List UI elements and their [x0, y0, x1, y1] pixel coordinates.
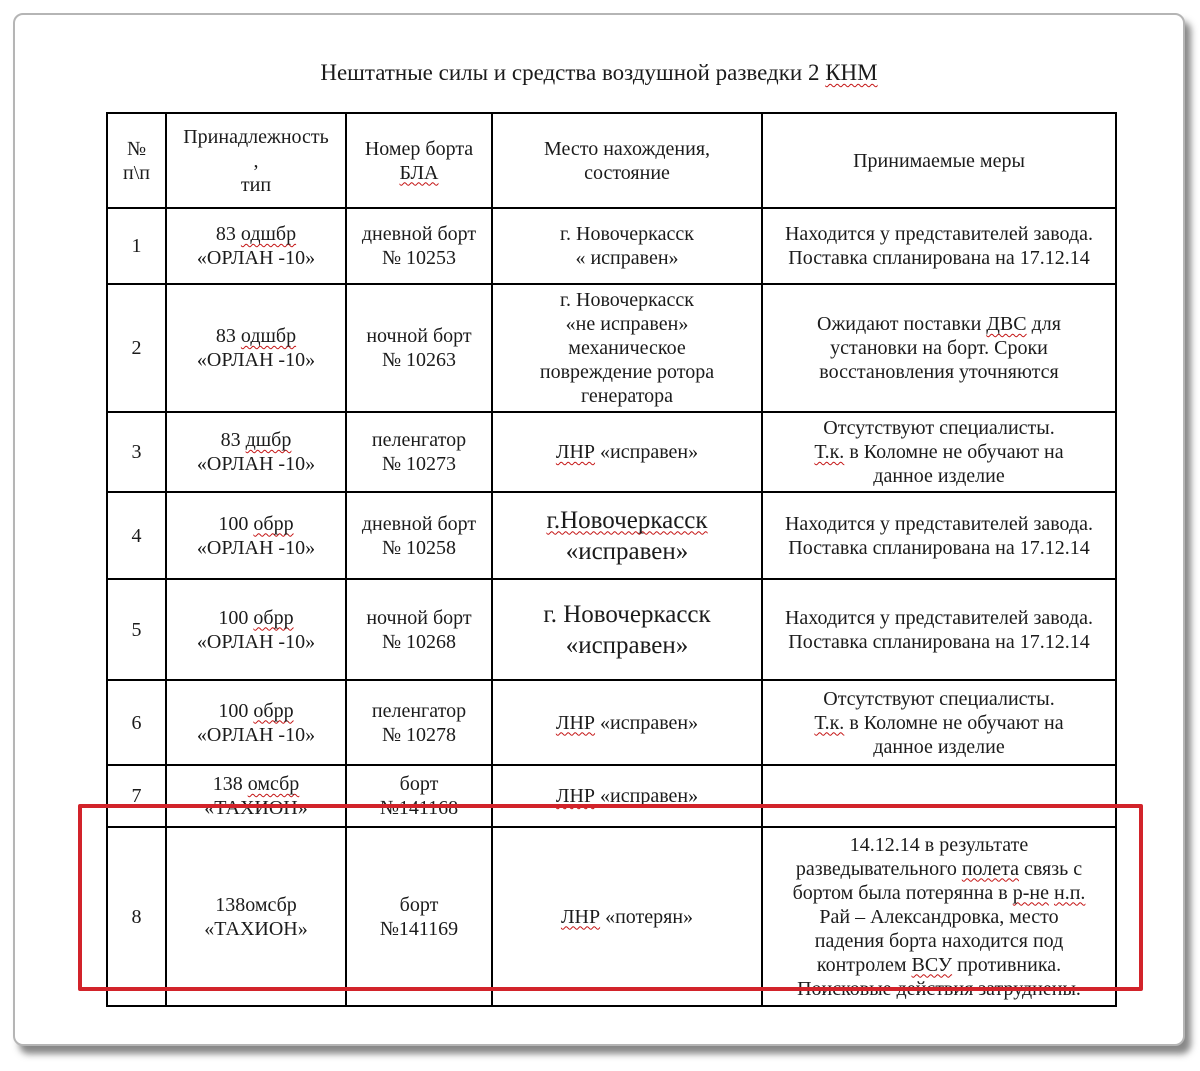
text-line — [172, 348, 340, 372]
text-segment: Принимаемые меры — [853, 149, 1025, 172]
text-line — [352, 246, 486, 270]
text-segment: 5 — [131, 618, 142, 641]
text-segment: «исправен» — [595, 785, 699, 807]
text-segment: связь с — [1019, 857, 1083, 880]
cell-r1-c1 — [107, 208, 166, 284]
text-segment: генератора — [580, 385, 674, 407]
text-segment: Поставка спланирована на 17.12.14 — [788, 630, 1090, 653]
text-line — [768, 536, 1110, 560]
cell-r8-c3 — [346, 827, 492, 1006]
spellcheck-squiggle-word: одшбр — [240, 325, 297, 347]
cell-r6-c4 — [492, 680, 762, 765]
text-segment: 83 — [215, 223, 241, 245]
spellcheck-squiggle-word: обрр — [253, 699, 294, 722]
spellcheck-squiggle-word: обрр — [253, 606, 294, 629]
text-line — [172, 173, 340, 197]
text-line — [113, 137, 160, 161]
text-segment: противника. — [952, 953, 1062, 976]
spellcheck-squiggle-word: г.Новочеркасск — [546, 506, 708, 534]
cell-r3-c4 — [492, 412, 762, 492]
text-segment: Ожидают поставки — [817, 313, 987, 335]
cell-r2-c1 — [107, 284, 166, 412]
recon-assets-table — [106, 112, 1117, 1007]
header-cell-1 — [107, 113, 166, 208]
text-segment: ночной борт — [366, 606, 472, 629]
text-line — [498, 360, 756, 384]
document-page — [13, 13, 1185, 1046]
cell-r7-c3 — [346, 765, 492, 827]
cell-r8-c1 — [107, 827, 166, 1006]
text-line — [113, 234, 160, 258]
text-segment: г. Новочеркасск — [560, 289, 694, 311]
text-line — [768, 416, 1110, 440]
text-line — [498, 336, 756, 360]
text-line — [498, 440, 756, 464]
text-segment: борт — [399, 893, 439, 916]
text-segment: 7 — [131, 785, 142, 807]
text-line — [768, 881, 1110, 905]
text-line — [498, 312, 756, 336]
table-row-4 — [107, 492, 1116, 579]
cell-r4-c2 — [166, 492, 346, 579]
text-line — [352, 348, 486, 372]
text-line — [768, 464, 1110, 488]
table-row-3 — [107, 412, 1116, 492]
text-line — [113, 336, 160, 360]
text-line — [498, 599, 756, 630]
text-line — [352, 452, 486, 476]
text-segment: в Коломне не обучают на — [844, 711, 1064, 734]
cell-r3-c5 — [762, 412, 1116, 492]
spellcheck-squiggle-word: ЛНР — [560, 905, 601, 928]
cell-r1-c5 — [762, 208, 1116, 284]
text-segment: № 10273 — [381, 453, 457, 475]
text-line — [498, 384, 756, 408]
text-line — [352, 161, 486, 185]
text-segment: дневной борт — [361, 512, 477, 535]
text-line — [352, 324, 486, 348]
text-segment: «исправен» — [595, 711, 699, 734]
cell-r5-c2 — [166, 579, 346, 680]
text-line — [113, 161, 160, 185]
text-line — [113, 524, 160, 548]
text-line — [768, 833, 1110, 857]
spellcheck-squiggle-word: омсбр — [247, 773, 300, 795]
text-line — [768, 149, 1110, 173]
text-segment: п\п — [123, 161, 150, 184]
text-segment: пеленгатор — [371, 699, 467, 722]
cell-r2-c5 — [762, 284, 1116, 412]
text-line — [498, 161, 756, 185]
spellcheck-squiggle-word: ЛНР — [555, 711, 596, 734]
text-segment: 1 — [131, 235, 142, 257]
text-segment: повреждение ротора — [539, 361, 715, 383]
spellcheck-squiggle-word: ЛНР — [555, 441, 596, 463]
text-line — [172, 772, 340, 796]
text-segment: в Коломне не обучают на — [844, 441, 1064, 463]
text-segment: № 10278 — [381, 723, 457, 746]
text-line — [768, 857, 1110, 881]
text-segment: № — [126, 137, 147, 160]
text-segment: г. Новочеркасск — [560, 223, 694, 245]
text-line — [768, 630, 1110, 654]
text-line — [172, 246, 340, 270]
text-segment: механическое — [568, 337, 686, 359]
cell-r4-c1 — [107, 492, 166, 579]
spellcheck-squiggle-word: р-не — [1012, 881, 1049, 904]
spellcheck-squiggle-word: КНМ — [825, 60, 878, 85]
cell-r5-c1 — [107, 579, 166, 680]
text-segment: Место нахождения, — [543, 137, 711, 160]
cell-r1-c2 — [166, 208, 346, 284]
text-segment: 83 — [220, 429, 246, 451]
spellcheck-squiggle-word: Т.к. — [814, 441, 845, 463]
text-line — [172, 324, 340, 348]
text-line — [768, 360, 1110, 384]
cell-r6-c5 — [762, 680, 1116, 765]
text-line — [172, 536, 340, 560]
table-row-2 — [107, 284, 1116, 412]
text-line — [352, 536, 486, 560]
text-line — [352, 222, 486, 246]
text-line — [352, 137, 486, 161]
text-line — [352, 723, 486, 747]
text-segment: Поставка спланирована на 17.12.14 — [788, 247, 1090, 269]
text-line — [172, 222, 340, 246]
text-segment: 6 — [131, 711, 142, 734]
text-segment: 3 — [131, 441, 142, 463]
text-segment: борт — [399, 773, 439, 795]
spellcheck-squiggle-word: ВСУ — [911, 953, 953, 976]
text-line — [172, 893, 340, 917]
header-row — [107, 113, 1116, 208]
text-segment: контролем — [816, 953, 912, 976]
text-segment: 14.12.14 в результате — [849, 833, 1029, 856]
text-segment: «потерян» — [600, 905, 694, 928]
text-segment: Находится у представителей завода. — [784, 606, 1094, 629]
header-cell-4 — [492, 113, 762, 208]
text-line — [15, 60, 1183, 86]
text-line — [498, 137, 756, 161]
spellcheck-squiggle-word: ЛНР — [555, 785, 596, 807]
cell-r2-c2 — [166, 284, 346, 412]
text-line — [172, 452, 340, 476]
text-segment: «ОРЛАН -10» — [196, 247, 316, 269]
text-segment: Принадлежность — [183, 125, 329, 148]
text-segment: № 10263 — [381, 349, 457, 371]
text-segment: 100 — [218, 606, 254, 629]
cell-r4-c5 — [762, 492, 1116, 579]
cell-r7-c1 — [107, 765, 166, 827]
text-segment: г. Новочеркасск — [543, 600, 711, 628]
table-header — [107, 113, 1116, 208]
text-line — [498, 630, 756, 661]
text-line — [172, 606, 340, 630]
text-line — [768, 953, 1110, 977]
cell-r2-c4 — [492, 284, 762, 412]
text-segment: 138омсбр — [215, 893, 297, 916]
text-line — [352, 512, 486, 536]
text-line — [768, 905, 1110, 929]
header-cell-5 — [762, 113, 1116, 208]
text-segment: 138 — [212, 773, 248, 795]
text-segment: «не исправен» — [565, 313, 689, 335]
text-line — [352, 428, 486, 452]
text-line — [352, 606, 486, 630]
cell-r5-c3 — [346, 579, 492, 680]
text-segment: «ОРЛАН -10» — [196, 630, 316, 653]
cell-r6-c2 — [166, 680, 346, 765]
text-line — [113, 440, 160, 464]
text-line — [352, 796, 486, 820]
text-line — [768, 440, 1110, 464]
cell-r1-c4 — [492, 208, 762, 284]
text-line — [768, 512, 1110, 536]
text-segment: разведывательного — [795, 857, 962, 880]
cell-r2-c3 — [346, 284, 492, 412]
text-segment: 83 — [215, 325, 241, 347]
text-segment: № 10253 — [381, 247, 457, 269]
spellcheck-squiggle-word: БЛА — [399, 161, 439, 184]
cell-r8-c5 — [762, 827, 1116, 1006]
text-segment: №141169 — [379, 917, 459, 940]
text-line — [172, 723, 340, 747]
spellcheck-squiggle-word: одшбр — [240, 223, 297, 245]
text-segment: «ТАХИОН» — [204, 917, 308, 940]
text-segment: , — [253, 149, 259, 172]
text-line — [768, 929, 1110, 953]
text-segment: 2 — [131, 337, 142, 359]
text-segment: «ОРЛАН -10» — [196, 536, 316, 559]
text-line — [498, 711, 756, 735]
text-segment: Нештатные силы и средства воздушной разведки 2 — [320, 60, 826, 85]
text-segment: «ОРЛАН -10» — [196, 453, 316, 475]
text-line — [172, 796, 340, 820]
text-line — [498, 784, 756, 808]
cell-r1-c3 — [346, 208, 492, 284]
table-row-6 — [107, 680, 1116, 765]
table-row-8 — [107, 827, 1116, 1006]
table-body — [107, 208, 1116, 1006]
text-line — [768, 312, 1110, 336]
text-segment: 100 — [218, 512, 254, 535]
text-segment: Находится у представителей завода. — [784, 223, 1094, 245]
text-line — [498, 505, 756, 536]
cell-r6-c1 — [107, 680, 166, 765]
text-line — [498, 288, 756, 312]
text-segment: 100 — [218, 699, 254, 722]
header-cell-2 — [166, 113, 346, 208]
text-segment: 8 — [131, 905, 142, 928]
text-line — [113, 905, 160, 929]
text-segment: «исправен» — [595, 441, 699, 463]
cell-r3-c2 — [166, 412, 346, 492]
text-line — [498, 246, 756, 270]
text-segment: данное изделие — [873, 735, 1005, 758]
text-line — [498, 905, 756, 929]
text-line — [768, 735, 1110, 759]
text-segment: Рай – Александровка, место — [819, 905, 1059, 928]
table-row-5 — [107, 579, 1116, 680]
spellcheck-squiggle-word: полета — [961, 857, 1019, 880]
text-line — [352, 630, 486, 654]
text-segment: ночной борт — [366, 325, 472, 347]
cell-r3-c3 — [346, 412, 492, 492]
text-line — [172, 917, 340, 941]
text-segment: Отсутствуют специалисты. — [823, 417, 1055, 439]
text-line — [113, 711, 160, 735]
spellcheck-squiggle-word: дшбр — [245, 429, 292, 451]
header-cell-3 — [346, 113, 492, 208]
spellcheck-squiggle-word: Т.к. — [814, 711, 845, 734]
text-segment: Отсутствуют специалисты. — [823, 687, 1055, 710]
text-segment: № 10268 — [381, 630, 457, 653]
text-segment: « исправен» — [575, 247, 679, 269]
text-line — [352, 917, 486, 941]
cell-r8-c2 — [166, 827, 346, 1006]
text-segment: «ОРЛАН -10» — [196, 349, 316, 371]
text-line — [352, 893, 486, 917]
text-segment: «исправен» — [565, 631, 689, 659]
spellcheck-squiggle-word: обрр — [253, 512, 294, 535]
text-segment: Номер борта — [364, 137, 474, 160]
text-line — [498, 536, 756, 567]
text-line — [172, 428, 340, 452]
text-segment: установки на борт. Сроки — [830, 337, 1048, 359]
text-line — [768, 336, 1110, 360]
text-line — [113, 784, 160, 808]
cell-r3-c1 — [107, 412, 166, 492]
text-segment: данное изделие — [873, 465, 1005, 487]
text-segment: № 10258 — [381, 536, 457, 559]
cell-r7-c2 — [166, 765, 346, 827]
text-segment: дневной борт — [361, 223, 477, 245]
text-segment: Поставка спланирована на 17.12.14 — [788, 536, 1090, 559]
text-segment: 4 — [131, 524, 142, 547]
text-segment: бортом была потерянна в — [792, 881, 1013, 904]
text-line — [172, 149, 340, 173]
text-line — [768, 711, 1110, 735]
cell-r7-c5 — [762, 765, 1116, 827]
text-segment: восстановления уточняются — [819, 361, 1059, 383]
text-segment: падения борта находится под — [814, 929, 1064, 952]
spellcheck-squiggle-word: н.п. — [1053, 881, 1086, 904]
text-line — [498, 222, 756, 246]
text-line — [172, 125, 340, 149]
cell-r4-c4 — [492, 492, 762, 579]
cell-r7-c4 — [492, 765, 762, 827]
text-line — [768, 977, 1110, 1001]
text-line — [172, 512, 340, 536]
text-line — [352, 699, 486, 723]
text-segment: тип — [240, 173, 272, 196]
text-line — [768, 246, 1110, 270]
text-segment: Находится у представителей завода. — [784, 512, 1094, 535]
table-row-7 — [107, 765, 1116, 827]
text-line — [768, 687, 1110, 711]
text-line — [768, 606, 1110, 630]
text-segment: «исправен» — [565, 537, 689, 565]
text-segment: «ОРЛАН -10» — [196, 723, 316, 746]
table-row-1 — [107, 208, 1116, 284]
text-line — [172, 699, 340, 723]
text-segment: для — [1026, 313, 1061, 335]
cell-r8-c4 — [492, 827, 762, 1006]
cell-r5-c5 — [762, 579, 1116, 680]
text-segment: состояние — [584, 161, 670, 184]
text-line — [113, 618, 160, 642]
text-segment: Поисковые действия затруднены. — [797, 977, 1081, 1000]
cell-r5-c4 — [492, 579, 762, 680]
text-segment: «ТАХИОН» — [204, 797, 308, 819]
text-line — [768, 222, 1110, 246]
text-segment: №141168 — [379, 797, 459, 819]
cell-r6-c3 — [346, 680, 492, 765]
spellcheck-squiggle-word: ДВС — [986, 313, 1027, 335]
text-line — [172, 630, 340, 654]
cell-r4-c3 — [346, 492, 492, 579]
text-segment: пеленгатор — [371, 429, 467, 451]
page-title — [15, 60, 1183, 86]
text-line — [352, 772, 486, 796]
